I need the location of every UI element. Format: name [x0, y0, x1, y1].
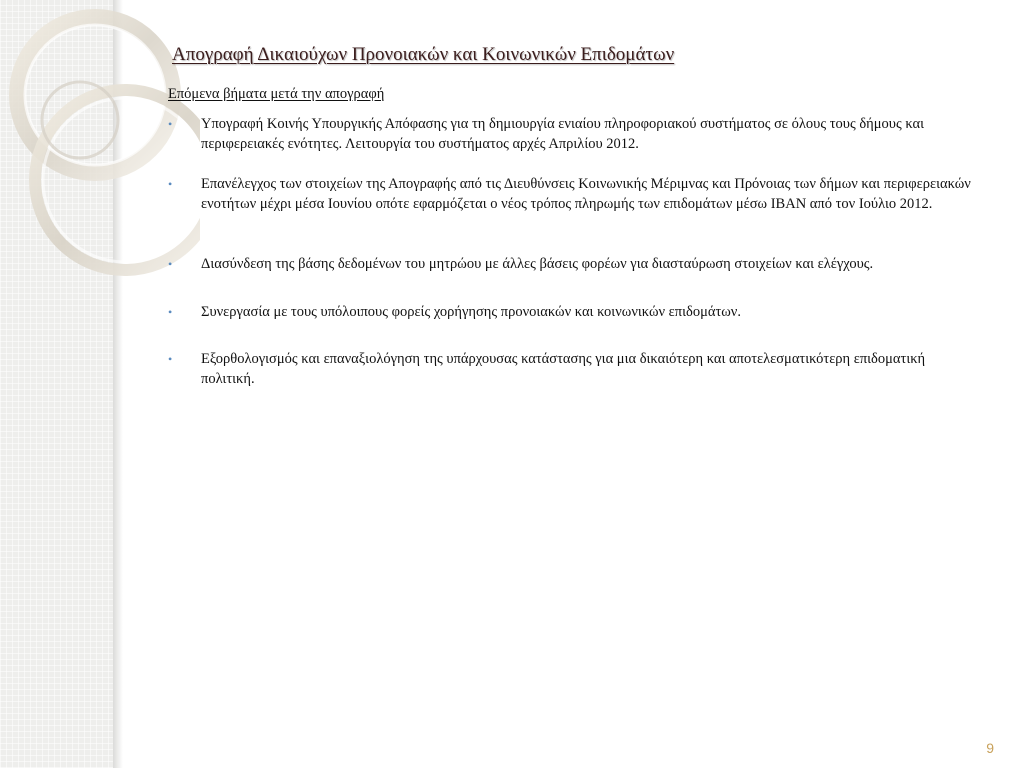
bullet-text: Διασύνδεση της βάσης δεδομένων του μητρώου με άλλες βάσεις φορέων για διασταύρωση στοιχείων και ελέγχους.: [201, 256, 874, 272]
bullet-marker: •: [168, 117, 173, 131]
page-number: 9: [986, 740, 994, 756]
bullet-item: [168, 254, 978, 274]
bullet-item: [168, 174, 978, 214]
section-subtitle: Επόμενα βήματα μετά την απογραφή: [168, 86, 385, 102]
bullet-item: [168, 349, 978, 389]
bullet-marker: •: [168, 257, 173, 271]
slide-title: Απογραφή Δικαιούχων Προνοιακών και Κοινωνικών Επιδομάτων: [172, 44, 675, 65]
bullet-marker: •: [168, 177, 173, 191]
bullet-text: Εξορθολογισμός και επαναξιολόγηση της υπάρχουσας κατάστασης για μια δικαιότερη και αποτελεσματικότερη επιδοματική πολιτική.: [201, 351, 926, 387]
bullet-text: Επανέλεγχος των στοιχείων της Απογραφής από τις Διευθύνσεις Κοινωνικής Μέριμνας και Πρόνοιας των δήμων και περιφερειακών ενοτήτων μέχρι μέσα Ιουνίου οπότε εφαρμόζεται ο νέος τρόπος πληρωμής των επιδομάτων μέσω IBAN από τον Ιούλιο 2012.: [201, 176, 971, 212]
bullet-marker: •: [168, 352, 173, 366]
bullet-marker: •: [168, 305, 173, 319]
bullet-text: Υπογραφή Κοινής Υπουργικής Απόφασης για τη δημιουργία ενιαίου πληροφοριακού συστήματος σε όλους τους δήμους και περιφερειακές ενότητες. Λειτουργία του συστήματος αρχές Απριλίου 2012.: [201, 116, 925, 152]
bullet-item: [168, 302, 978, 322]
bullet-text: Συνεργασία με τους υπόλοιπους φορείς χορήγησης προνοιακών και κοινωνικών επιδομάτων.: [201, 304, 741, 320]
bullet-item: [168, 114, 978, 154]
